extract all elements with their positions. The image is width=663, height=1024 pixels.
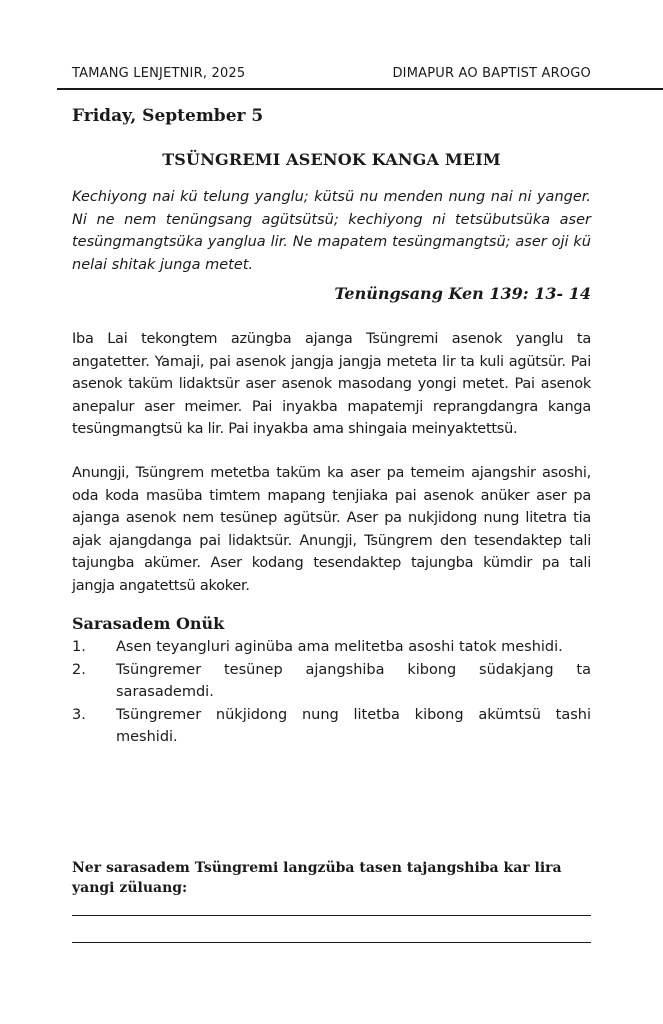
reflection-list — [72, 636, 591, 749]
list-text: Tsüngremer nükjidong nung litetba kibong akümtsü tashi meshidi. — [116, 706, 591, 745]
page-title: TSÜNGREMI ASENOK KANGA MEIM — [162, 150, 501, 169]
running-header — [72, 66, 591, 81]
reflection-heading: Sarasadem Onük — [72, 614, 225, 633]
header-left: TAMANG LENJETNIR, 2025 — [72, 66, 246, 81]
list-number: 1. — [72, 639, 86, 655]
list-text: Asen teyangluri aginüba ama melitetba asoshi tatok meshidi. — [116, 639, 563, 655]
body-paragraph-2: Anungji, Tsüngrem metetba taküm ka aser pa temeim ajangshir asoshi, oda koda masüba timtem mapang tenjiaka pai asenok anüker aser pa ajanga asenok nem tesünep agütsür. Aser pa nukjidong nung litetra tia ajak ajangdanga pai lidaktsür. Anungji, Tsüngrem den tesendaktep tali tajungba akümer. Aser kodang tesendaktep tajungba kümdir pa tali jangja angatettsü akoker. — [72, 465, 591, 594]
body-paragraph-1: Iba Lai tekongtem azüngba ajanga Tsüngremi asenok yanglu ta angatetter. Yamaji, pai asenok jangja jangja meteta lir ta kuli agütsür. Pai asenok taküm lidaktsür aser asenok masodang yongi metet. Pai asenok anepalur aser meimer. Pai inyakba mapatemji reprangdangra kanga tesüngmangtsü ka lir. Pai inyakba ama shingaia meinyaktettsü. — [72, 331, 591, 437]
header-right: DIMAPUR AO BAPTIST AROGO — [392, 66, 591, 81]
header-divider — [57, 88, 663, 90]
list-number: 3. — [72, 706, 86, 723]
writing-line-2 — [72, 942, 591, 943]
list-item — [72, 659, 591, 704]
writing-line-1 — [72, 915, 591, 916]
list-item — [72, 636, 591, 659]
list-text: Tsüngremer tesünep ajangshiba kibong südakjang ta sarasademdi. — [116, 661, 591, 700]
page-date: Friday, September 5 — [72, 106, 264, 126]
writing-prompt: Ner sarasadem Tsüngremi langzüba tasen tajangshiba kar lira yangi züluang: — [72, 860, 562, 896]
scripture-reference: Tenüngsang Ken 139: 13- 14 — [334, 284, 591, 303]
list-item — [72, 704, 591, 749]
list-number: 2. — [72, 661, 86, 678]
scripture-verse: Kechiyong nai kü telung yanglu; kütsü nu menden nung nai ni yanger. Ni ne nem tenüngsang agütsütsü; kechiyong ni tetsübutsüka aser tesüngmangtsüka yanglua lir. Ne mapatem tesüngmangtsü; aser oji kü nelai shitak junga metet. — [72, 189, 591, 273]
